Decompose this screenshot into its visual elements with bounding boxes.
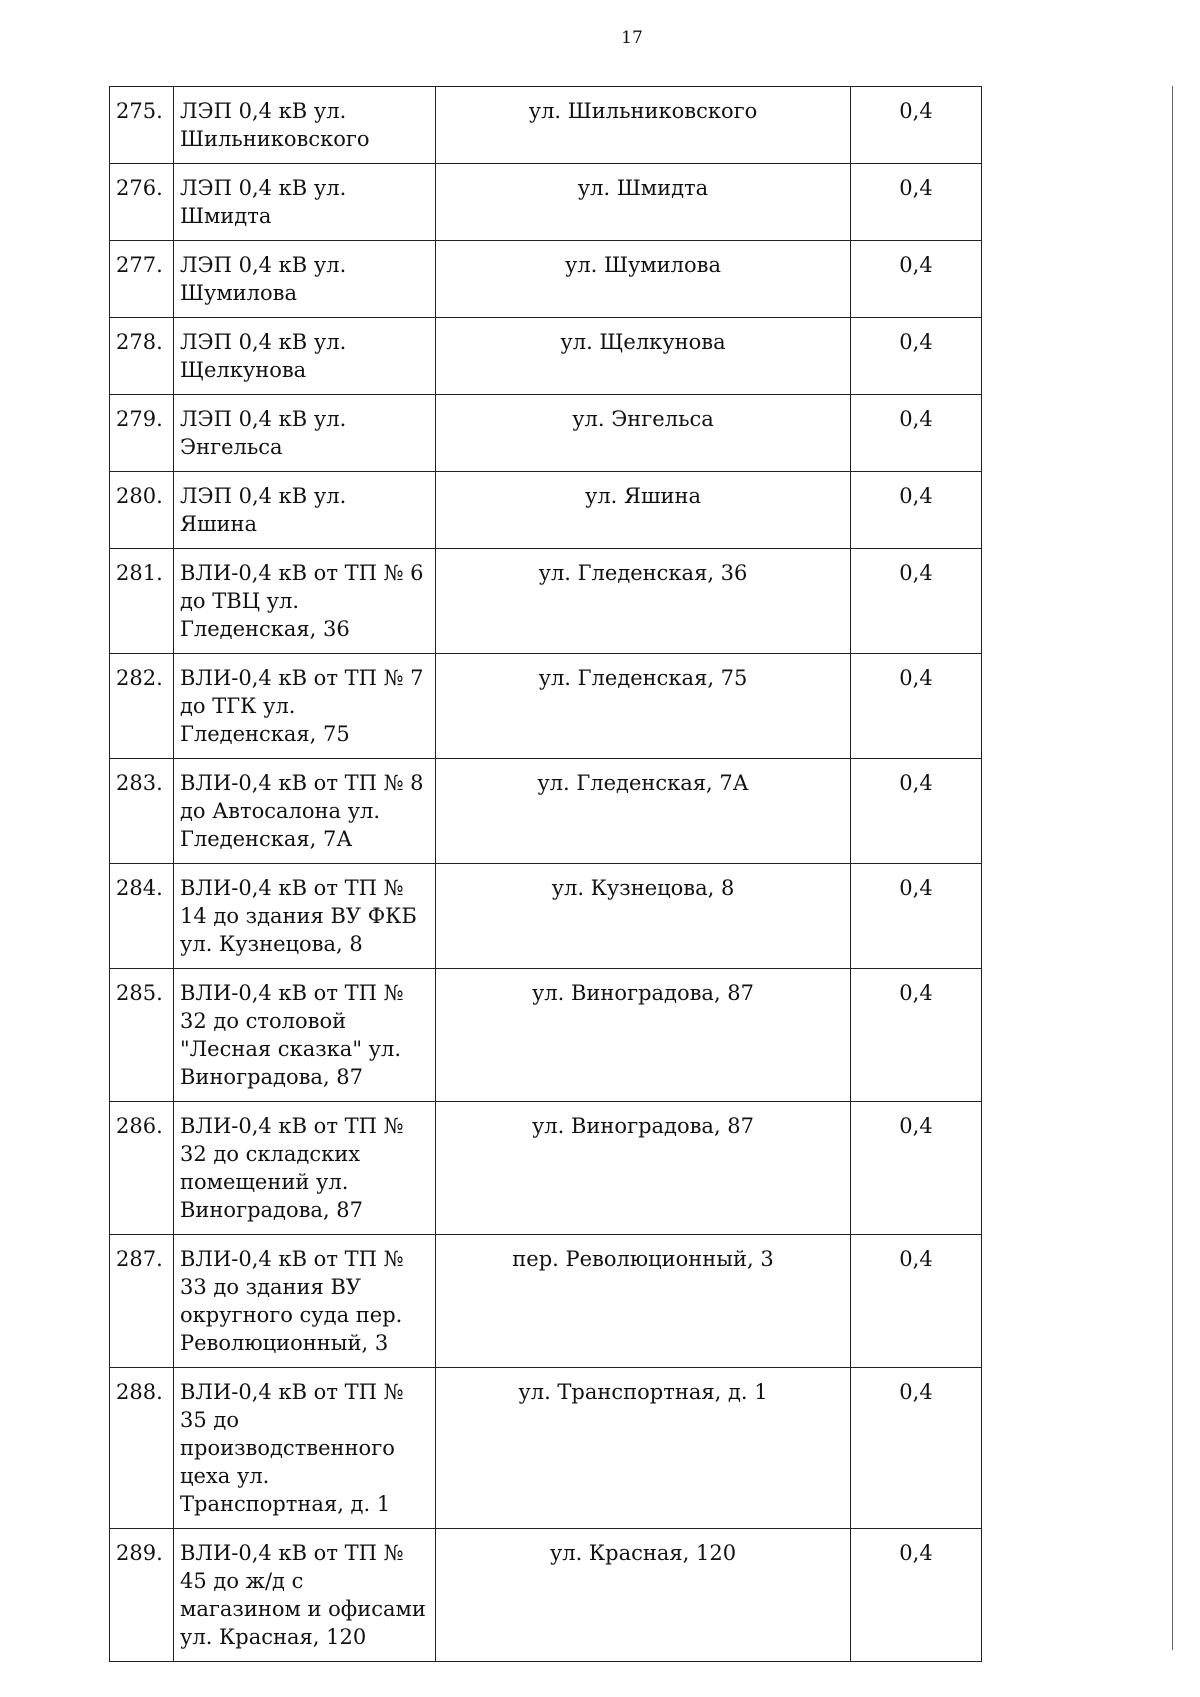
line-address: пер. Революционный, 3 <box>436 1235 851 1368</box>
table-row <box>110 654 982 759</box>
row-number: 282. <box>110 654 174 759</box>
line-address: ул. Кузнецова, 8 <box>436 864 851 969</box>
line-voltage: 0,4 <box>851 969 982 1102</box>
table-row <box>110 395 982 472</box>
line-name: ВЛИ-0,4 кВ от ТП № 33 до здания ВУ округного суда пер. Революционный, 3 <box>174 1235 436 1368</box>
line-address: ул. Шильниковского <box>436 87 851 164</box>
line-address: ул. Гледенская, 75 <box>436 654 851 759</box>
row-number: 285. <box>110 969 174 1102</box>
table-row <box>110 549 982 654</box>
line-address: ул. Щелкунова <box>436 318 851 395</box>
table-row <box>110 1529 982 1662</box>
line-voltage: 0,4 <box>851 1529 982 1662</box>
line-voltage: 0,4 <box>851 654 982 759</box>
table-row <box>110 241 982 318</box>
table-row <box>110 759 982 864</box>
line-name: ЛЭП 0,4 кВ ул. Энгельса <box>174 395 436 472</box>
line-address: ул. Красная, 120 <box>436 1529 851 1662</box>
row-number: 288. <box>110 1368 174 1529</box>
row-number: 283. <box>110 759 174 864</box>
row-number: 279. <box>110 395 174 472</box>
line-voltage: 0,4 <box>851 1368 982 1529</box>
line-address: ул. Транспортная, д. 1 <box>436 1368 851 1529</box>
line-address: ул. Гледенская, 36 <box>436 549 851 654</box>
table-row <box>110 1102 982 1235</box>
line-voltage: 0,4 <box>851 164 982 241</box>
row-number: 284. <box>110 864 174 969</box>
line-voltage: 0,4 <box>851 549 982 654</box>
right-margin-rule <box>1172 86 1173 1650</box>
facilities-table <box>109 86 982 1662</box>
line-address: ул. Виноградова, 87 <box>436 1102 851 1235</box>
line-name: ВЛИ-0,4 кВ от ТП № 7 до ТГК ул. Гледенская, 75 <box>174 654 436 759</box>
row-number: 280. <box>110 472 174 549</box>
line-address: ул. Яшина <box>436 472 851 549</box>
line-voltage: 0,4 <box>851 472 982 549</box>
line-name: ВЛИ-0,4 кВ от ТП № 32 до складских помещений ул. Виноградова, 87 <box>174 1102 436 1235</box>
line-name: ЛЭП 0,4 кВ ул. Щелкунова <box>174 318 436 395</box>
line-voltage: 0,4 <box>851 395 982 472</box>
line-voltage: 0,4 <box>851 759 982 864</box>
row-number: 287. <box>110 1235 174 1368</box>
row-number: 289. <box>110 1529 174 1662</box>
page-number: 17 <box>621 28 643 48</box>
row-number: 281. <box>110 549 174 654</box>
line-name: ЛЭП 0,4 кВ ул. Шильниковского <box>174 87 436 164</box>
row-number: 286. <box>110 1102 174 1235</box>
row-number: 276. <box>110 164 174 241</box>
table-row <box>110 1235 982 1368</box>
line-name: ЛЭП 0,4 кВ ул. Шмидта <box>174 164 436 241</box>
row-number: 275. <box>110 87 174 164</box>
line-voltage: 0,4 <box>851 87 982 164</box>
line-address: ул. Шмидта <box>436 164 851 241</box>
table-row <box>110 164 982 241</box>
line-voltage: 0,4 <box>851 241 982 318</box>
line-name: ВЛИ-0,4 кВ от ТП № 45 до ж/д с магазином и офисами ул. Красная, 120 <box>174 1529 436 1662</box>
table-row <box>110 87 982 164</box>
table-row <box>110 318 982 395</box>
line-voltage: 0,4 <box>851 1102 982 1235</box>
line-name: ВЛИ-0,4 кВ от ТП № 35 до производственного цеха ул. Транспортная, д. 1 <box>174 1368 436 1529</box>
line-name: ВЛИ-0,4 кВ от ТП № 8 до Автосалона ул. Гледенская, 7А <box>174 759 436 864</box>
table-row <box>110 472 982 549</box>
line-voltage: 0,4 <box>851 864 982 969</box>
table-row <box>110 864 982 969</box>
line-name: ЛЭП 0,4 кВ ул. Яшина <box>174 472 436 549</box>
line-address: ул. Энгельса <box>436 395 851 472</box>
line-address: ул. Виноградова, 87 <box>436 969 851 1102</box>
row-number: 277. <box>110 241 174 318</box>
line-name: ВЛИ-0,4 кВ от ТП № 6 до ТВЦ ул. Гледенская, 36 <box>174 549 436 654</box>
table-row <box>110 969 982 1102</box>
line-voltage: 0,4 <box>851 1235 982 1368</box>
line-voltage: 0,4 <box>851 318 982 395</box>
table-row <box>110 1368 982 1529</box>
line-name: ВЛИ-0,4 кВ от ТП № 14 до здания ВУ ФКБ ул. Кузнецова, 8 <box>174 864 436 969</box>
line-address: ул. Гледенская, 7А <box>436 759 851 864</box>
line-address: ул. Шумилова <box>436 241 851 318</box>
line-name: ЛЭП 0,4 кВ ул. Шумилова <box>174 241 436 318</box>
line-name: ВЛИ-0,4 кВ от ТП № 32 до столовой "Лесная сказка" ул. Виноградова, 87 <box>174 969 436 1102</box>
row-number: 278. <box>110 318 174 395</box>
